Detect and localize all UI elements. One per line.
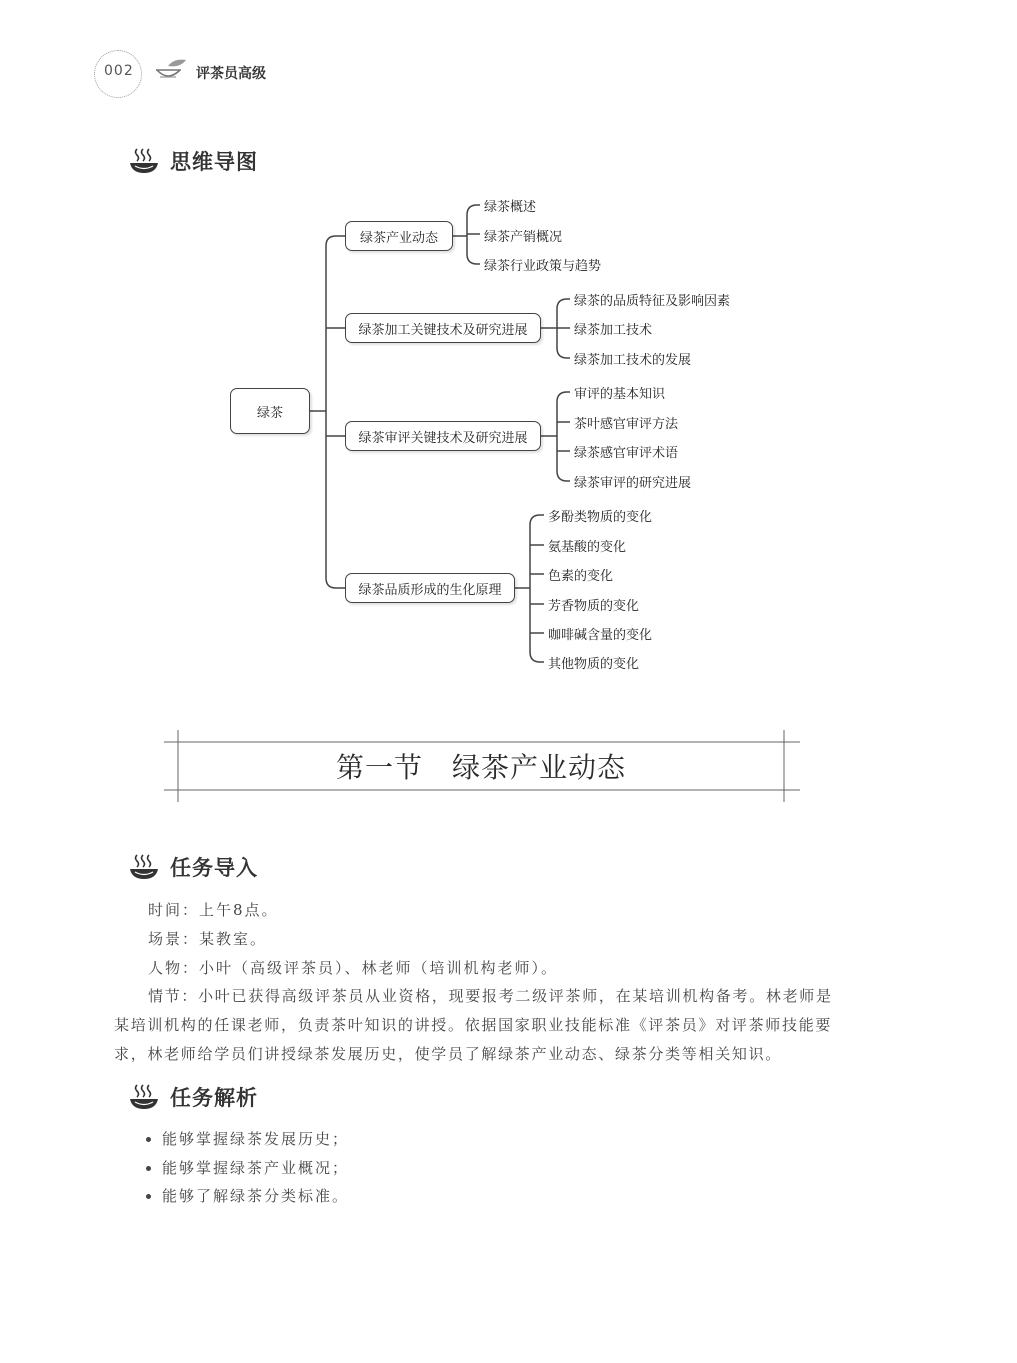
mindmap-leaf: 芳香物质的变化	[548, 599, 640, 614]
section-title: 第一节 绿茶产业动态	[335, 751, 626, 784]
bullet-dot	[146, 1166, 151, 1171]
mindmap-leaf: 绿茶加工技术	[574, 323, 653, 338]
analysis-bullet: 能够掌握绿茶发展历史；	[162, 1130, 350, 1148]
bowl-icon	[128, 853, 160, 881]
mindmap-leaf: 绿茶行业政策与趋势	[484, 259, 602, 274]
mindmap-branch-processing: 绿茶加工关键技术及研究进展	[345, 313, 541, 343]
mindmap-leaf: 审评的基本知识	[574, 387, 666, 402]
bullet-dot	[146, 1137, 151, 1142]
mindmap-leaf: 氨基酸的变化	[548, 540, 627, 555]
mindmap-leaf: 绿茶产销概况	[484, 230, 563, 245]
intro-line: 时间：上午8点。	[148, 901, 279, 919]
mindmap-leaf: 绿茶加工技术的发展	[574, 353, 692, 368]
analysis-bullet: 能够了解绿茶分类标准。	[162, 1187, 350, 1205]
task-analysis-heading-text: 任务解析	[170, 1086, 258, 1110]
intro-line: 情节：小叶已获得高级评茶员从业资格，现要报考二级评茶师，在某培训机构备考。林老师是	[148, 987, 833, 1005]
mindmap-leaf: 茶叶感官审评方法	[574, 417, 679, 432]
intro-line: 人物：小叶（高级评茶员）、林老师（培训机构老师）。	[148, 959, 559, 977]
mindmap-heading-text: 思维导图	[170, 150, 258, 174]
mindmap-leaf: 咖啡碱含量的变化	[548, 628, 653, 643]
task-analysis-heading	[128, 1082, 258, 1112]
mindmap-branch-evaluation: 绿茶审评关键技术及研究进展	[345, 421, 541, 451]
mindmap-root: 绿茶	[230, 388, 310, 434]
mindmap-leaf: 绿茶的品质特征及影响因素	[574, 294, 731, 309]
mindmap-branch-biochemistry: 绿茶品质形成的生化原理	[345, 573, 515, 603]
mindmap-leaf: 绿茶感官审评术语	[574, 446, 679, 461]
mindmap-leaf: 其他物质的变化	[548, 657, 640, 672]
page-number: 002	[104, 63, 134, 79]
mindmap-leaf: 绿茶审评的研究进展	[574, 476, 692, 491]
mindmap-leaf: 多酚类物质的变化	[548, 510, 653, 525]
mindmap-leaf: 绿茶概述	[484, 200, 537, 215]
intro-line: 求，林老师给学员们讲授绿茶发展历史，使学员了解绿茶产业动态、绿茶分类等相关知识。	[114, 1045, 783, 1063]
book-title: 评茶员高级	[196, 66, 266, 82]
task-intro-heading-text: 任务导入	[170, 856, 258, 880]
bullet-dot	[146, 1194, 151, 1199]
intro-line: 某培训机构的任课老师，负责茶叶知识的讲授。依据国家职业技能标准《评茶员》对评茶师技能要	[114, 1016, 833, 1034]
task-intro-heading	[128, 852, 258, 882]
analysis-bullet: 能够掌握绿茶产业概况；	[162, 1159, 350, 1177]
intro-line: 场景：某教室。	[148, 930, 268, 948]
bowl-icon	[128, 1083, 160, 1111]
mindmap-leaf: 色素的变化	[548, 569, 614, 584]
mindmap-branch-industry: 绿茶产业动态	[345, 221, 453, 251]
